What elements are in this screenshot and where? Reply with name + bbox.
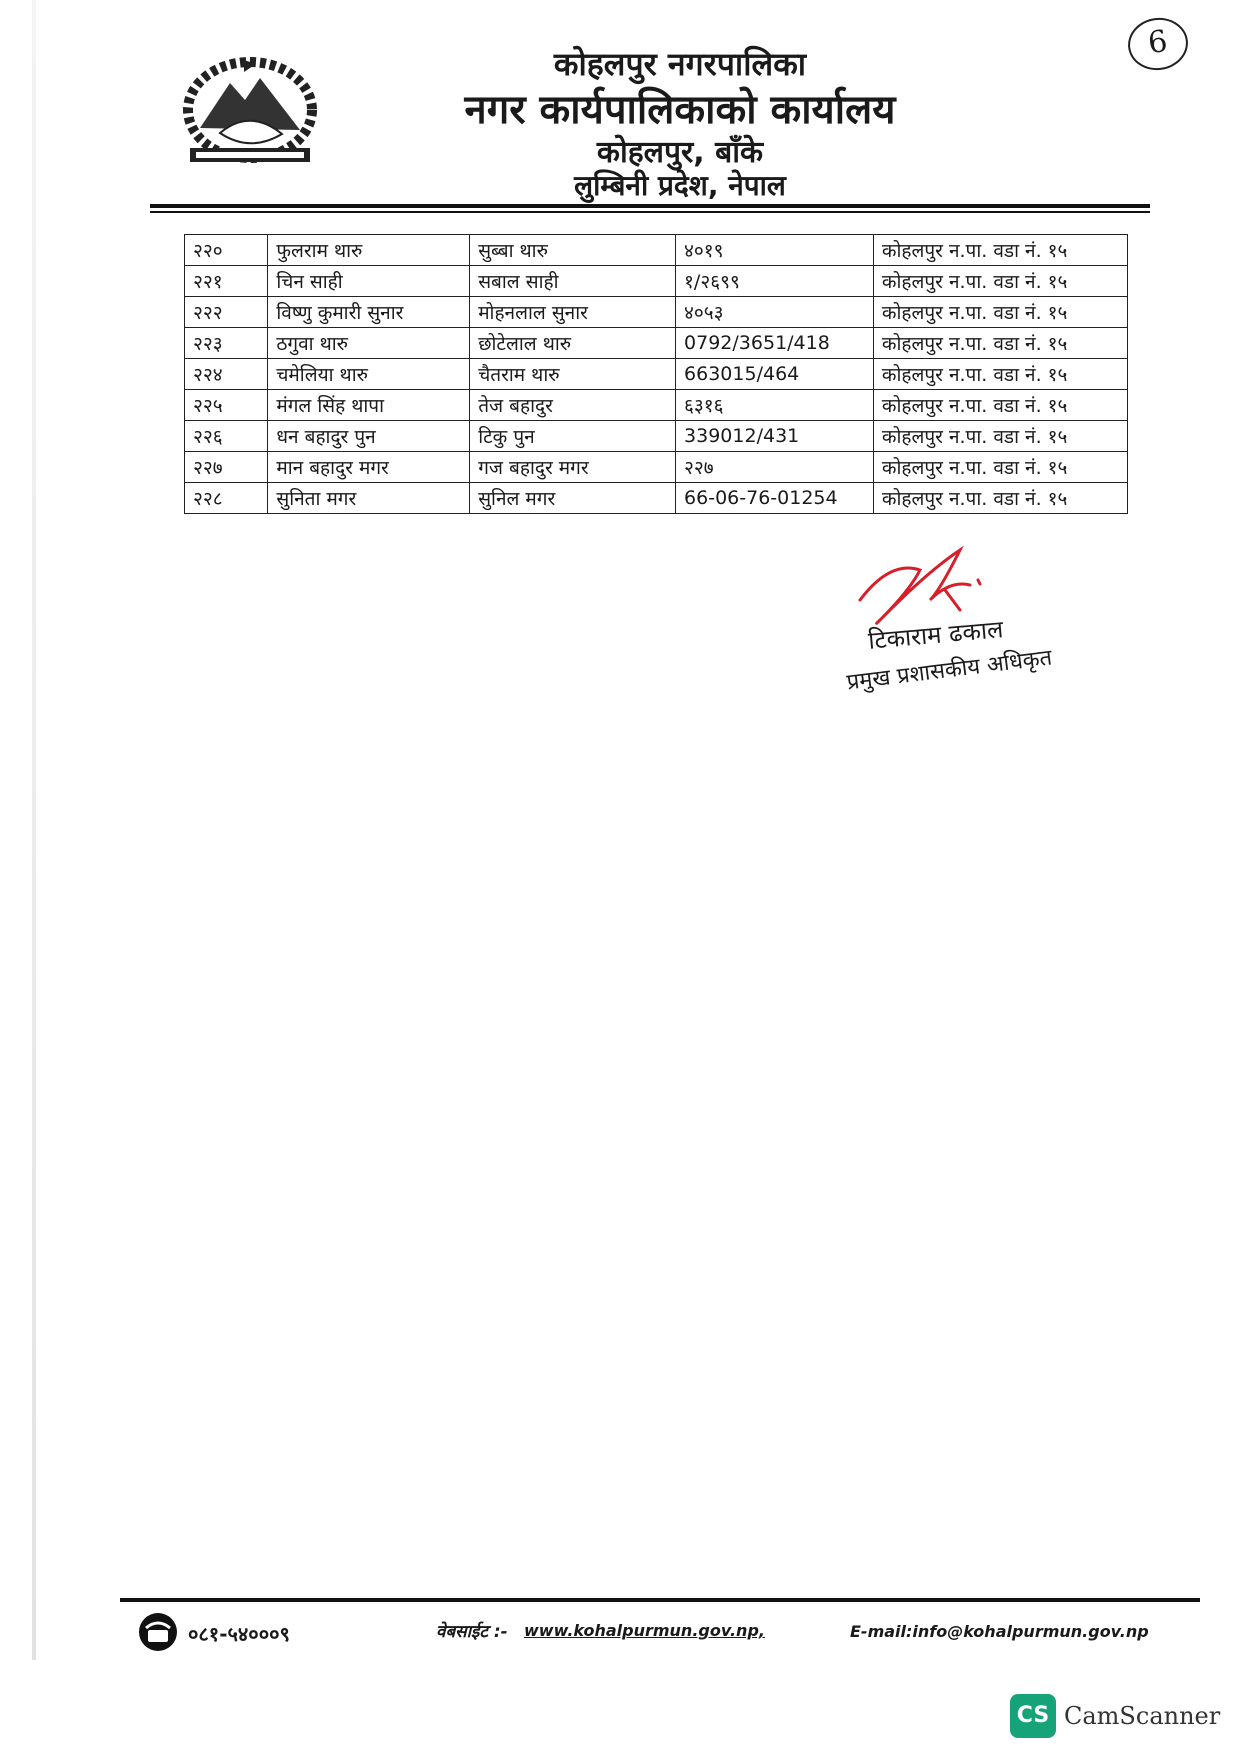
- id-number-cell: ४०१९: [676, 235, 874, 266]
- serial-cell: २२३: [185, 328, 268, 359]
- address-cell: कोहलपुर न.पा. वडा नं. १५: [873, 452, 1127, 483]
- serial-cell: २२४: [185, 359, 268, 390]
- address-cell: कोहलपुर न.पा. वडा नं. १५: [873, 235, 1127, 266]
- email-address[interactable]: E-mail:info@kohalpurmun.gov.np: [850, 1622, 1149, 1641]
- table-row: [185, 266, 1128, 297]
- camscanner-logo-icon: CS: [1010, 1694, 1056, 1738]
- address-cell: कोहलपुर न.पा. वडा नं. १५: [873, 483, 1127, 514]
- address-cell: कोहलपुर न.पा. वडा नं. १५: [873, 266, 1127, 297]
- parent-name-cell: गज बहादुर मगर: [470, 452, 676, 483]
- name-cell: मान बहादुर मगर: [268, 452, 470, 483]
- serial-cell: २२६: [185, 421, 268, 452]
- table-row: [185, 452, 1128, 483]
- serial-cell: २२८: [185, 483, 268, 514]
- id-number-cell: 66-06-76-01254: [676, 483, 874, 514]
- table-row: [185, 235, 1128, 266]
- camscanner-watermark: CamScanner: [1064, 1702, 1221, 1730]
- signatory-title: प्रमुख प्रशासकीय अधिकृत: [845, 645, 1054, 696]
- header-rule-bottom: [150, 211, 1150, 213]
- parent-name-cell: सुब्बा थारु: [470, 235, 676, 266]
- name-cell: सुनिता मगर: [268, 483, 470, 514]
- serial-cell: २२१: [185, 266, 268, 297]
- id-number-cell: ६३१६: [676, 390, 874, 421]
- serial-cell: २२५: [185, 390, 268, 421]
- telephone-icon: [136, 1612, 180, 1652]
- office-title: नगर कार्यपालिकाको कार्यालय: [464, 87, 896, 133]
- header-rule-top: [150, 204, 1150, 208]
- id-number-cell: ४०५३: [676, 297, 874, 328]
- id-number-cell: 0792/3651/418: [676, 328, 874, 359]
- name-cell: चिन साही: [268, 266, 470, 297]
- footer-rule: [120, 1598, 1200, 1602]
- name-cell: ठगुवा थारु: [268, 328, 470, 359]
- id-number-cell: 339012/431: [676, 421, 874, 452]
- name-cell: धन बहादुर पुन: [268, 421, 470, 452]
- address-cell: कोहलपुर न.पा. वडा नं. १५: [873, 390, 1127, 421]
- scan-edge: [32, 0, 36, 1660]
- address-cell: कोहलपुर न.पा. वडा नं. १५: [873, 328, 1127, 359]
- serial-cell: २२२: [185, 297, 268, 328]
- signatory-name: टिकाराम ढकाल: [867, 615, 1005, 655]
- id-number-cell: १/२६९९: [676, 266, 874, 297]
- phone-number: ०८१-५४०००९: [188, 1622, 290, 1646]
- id-number-cell: २२७: [676, 452, 874, 483]
- serial-cell: २२७: [185, 452, 268, 483]
- serial-cell: २२०: [185, 235, 268, 266]
- address-cell: कोहलपुर न.पा. वडा नं. १५: [873, 421, 1127, 452]
- parent-name-cell: छोटेलाल थारु: [470, 328, 676, 359]
- name-cell: विष्णु कुमारी सुनार: [268, 297, 470, 328]
- parent-name-cell: सबाल साही: [470, 266, 676, 297]
- website-label: वेबसाईट :-: [436, 1622, 508, 1642]
- address-cell: कोहलपुर न.पा. वडा नं. १५: [873, 297, 1127, 328]
- parent-name-cell: तेज बहादुर: [470, 390, 676, 421]
- province-line: लुम्बिनी प्रदेश, नेपाल: [574, 169, 786, 202]
- parent-name-cell: चैतराम थारु: [470, 359, 676, 390]
- parent-name-cell: टिकु पुन: [470, 421, 676, 452]
- office-location: कोहलपुर, बाँके: [596, 135, 764, 170]
- table-row: [185, 421, 1128, 452]
- website-link[interactable]: www.kohalpurmun.gov.np,: [524, 1621, 765, 1640]
- table-row: [185, 390, 1128, 421]
- name-cell: मंगल सिंह थापा: [268, 390, 470, 421]
- parent-name-cell: मोहनलाल सुनार: [470, 297, 676, 328]
- id-number-cell: 663015/464: [676, 359, 874, 390]
- name-cell: फुलराम थारु: [268, 235, 470, 266]
- table-row: [185, 359, 1128, 390]
- page-number: 6: [1125, 14, 1192, 74]
- table-row: [185, 483, 1128, 514]
- address-cell: कोहलपुर न.पा. वडा नं. १५: [873, 359, 1127, 390]
- municipality-name: कोहलपुर नगरपालिका: [553, 45, 807, 83]
- parent-name-cell: सुनिल मगर: [470, 483, 676, 514]
- table-row: [185, 297, 1128, 328]
- table-row: [185, 328, 1128, 359]
- records-table: [184, 234, 1128, 514]
- name-cell: चमेलिया थारु: [268, 359, 470, 390]
